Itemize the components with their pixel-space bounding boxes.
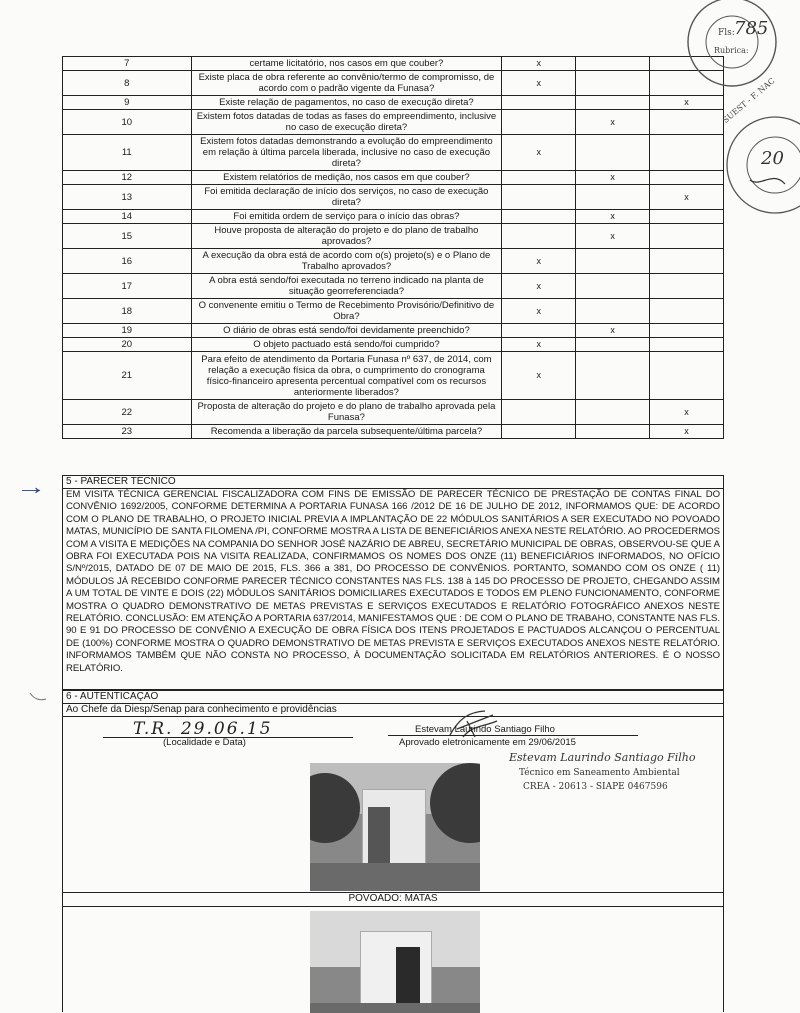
mark-na — [650, 210, 724, 224]
photo-module-1 — [310, 763, 480, 891]
place-date-label: (Localidade e Data) — [163, 737, 246, 748]
checklist-row — [63, 171, 724, 185]
mark-sim: x — [502, 71, 576, 96]
signature-line — [388, 735, 638, 736]
mark-na — [650, 135, 724, 171]
item-number: 7 — [63, 57, 192, 71]
checklist-row — [63, 324, 724, 338]
item-question: Proposta de alteração do projeto e do plano de trabalho aprovada pela Funasa? — [191, 400, 502, 425]
item-question: Existem fotos datadas de todas as fases do empreendimento, inclusive no caso de execução direta? — [191, 110, 502, 135]
mark-sim — [502, 96, 576, 110]
checklist-table — [62, 56, 724, 439]
mark-nao — [576, 71, 650, 96]
mark-sim: x — [502, 338, 576, 352]
mark-sim — [502, 185, 576, 210]
checklist-row — [63, 71, 724, 96]
approved-date: Aprovado eletronicamente em 29/06/2015 — [399, 737, 576, 748]
mark-nao — [576, 96, 650, 110]
parecer-heading: 5 - PARECER TÉCNICO — [63, 476, 723, 489]
mark-na — [650, 224, 724, 249]
item-question: Existe placa de obra referente ao convênio/termo de compromisso, de acordo com o padrão vigente da Funasa? — [191, 71, 502, 96]
margin-scribble — [28, 690, 48, 708]
item-number: 10 — [63, 110, 192, 135]
item-question: A obra está sendo/foi executada no terreno indicado na planta de situação georreferenciada? — [191, 274, 502, 299]
checklist-row — [63, 249, 724, 274]
photo-module-2 — [310, 911, 480, 1013]
photo-caption: POVOADO: MATAS — [348, 893, 438, 904]
mark-nao — [576, 57, 650, 71]
item-number: 18 — [63, 299, 192, 324]
mark-na — [650, 110, 724, 135]
autenticacao-section — [62, 690, 724, 1012]
item-number: 12 — [63, 171, 192, 185]
stamp-name: Estevam Laurindo Santiago Filho — [509, 751, 696, 764]
checklist-row — [63, 400, 724, 425]
mark-na — [650, 352, 724, 400]
item-number: 8 — [63, 71, 192, 96]
item-question: certame licitatório, nos casos em que couber? — [191, 57, 502, 71]
item-question: O objeto pactuado está sendo/foi cumprido? — [191, 338, 502, 352]
item-question: O diário de obras está sendo/foi devidamente preenchido? — [191, 324, 502, 338]
stamp-crea: CREA - 20613 - SIAPE 0467596 — [523, 782, 668, 792]
checklist-row — [63, 274, 724, 299]
item-number: 14 — [63, 210, 192, 224]
item-number: 16 — [63, 249, 192, 274]
item-number: 13 — [63, 185, 192, 210]
checklist-row — [63, 338, 724, 352]
mark-na — [650, 274, 724, 299]
mark-sim — [502, 210, 576, 224]
mark-nao — [576, 299, 650, 324]
mark-na — [650, 324, 724, 338]
stamp-folio-top: 785 — [734, 18, 769, 39]
item-number: 22 — [63, 400, 192, 425]
checklist-row — [63, 352, 724, 400]
checklist-row — [63, 57, 724, 71]
mark-na — [650, 299, 724, 324]
autenticacao-recipient: Ao Chefe da Diesp/Senap para conhecimento e providências — [63, 704, 723, 717]
item-question: A execução da obra está de acordo com o(s) projeto(s) e o Plano de Trabalho aprovados? — [191, 249, 502, 274]
item-number: 11 — [63, 135, 192, 171]
mark-nao — [576, 425, 650, 439]
signer-name: Estevam Laurindo Santiago Filho — [415, 724, 555, 735]
mark-sim: x — [502, 249, 576, 274]
mark-nao: x — [576, 171, 650, 185]
mark-sim — [502, 224, 576, 249]
checklist-row — [63, 425, 724, 439]
professional-stamp — [509, 751, 729, 792]
checklist-row — [63, 185, 724, 210]
mark-nao: x — [576, 210, 650, 224]
item-question: Para efeito de atendimento da Portaria Funasa nº 637, de 2014, com relação a execução física da obra, o cumprimento do cronograma físico-financeiro apresenta percentual compatível com os recursos anteriormente liberados? — [191, 352, 502, 400]
mark-sim — [502, 110, 576, 135]
item-number: 23 — [63, 425, 192, 439]
checklist-row — [63, 299, 724, 324]
mark-sim: x — [502, 135, 576, 171]
stamp-role: Técnico em Saneamento Ambiental — [519, 768, 680, 778]
checklist-row — [63, 210, 724, 224]
mark-na — [650, 249, 724, 274]
mark-na — [650, 338, 724, 352]
mark-nao — [576, 135, 650, 171]
parecer-text: EM VISITA TÉCNICA GERENCIAL FISCALIZADORA COM FINS DE EMISSÃO DE PARECER TÉCNICO DE PRESTAÇÃO DE CONTAS FINAL DO CONVÊNIO 1692/2005, CONFORME DETERMINA A PORTARIA FUNASA 166 /2012 DE 16 DE JULHO DE 2012, INFORMAMOS QUE: DE ACORDO COM O PLANO DE TRABALHO, O PROJETO INICIAL PREVIA A IMPLANTAÇÃO DE 22 MÓDULOS SANITÁRIOS A SER EXECUTADO NO POVOADO MATAS, MUNICÍPIO DE SANTA FILOMENA /PI, CONFORME MOSTRA A LISTA DE BENEFICIÁRIOS ANEXA NESTE RELATÓRIO. AO PROCEDERMOS COM A VISITA E MEDIÇÕES NA COMPANIA DO SENHOR JOSÉ NAZÁRIO DE ABREU, SECRETÁRIO MUNICIPAL DE OBRAS, OBSERVOU-SE QUE A OBRA FOI EXECUTADA POIS NA VISITA REALIZADA, CONFIRMAMOS OS NOMES DOS ONZE (11) BENEFICIÁRIOS INFORMADOS, NO OFÍCIO S/Nº/2015, DATADO DE 07 DE MAIO DE 2015, FLS. 366 a 381, DO PROCESSO DE CONVÊNIOS. PORTANTO, SOMANDO COM OS ONZE ( 11) MÓDULOS JÁ RECEBIDO CONFORME PARECER TÉCNICO CONSTANTES NAS FLS. 138 à 145 DO PROCESSO DE PROJETO, CHEGANDO ASSIM A UM TOTAL DE VINTE E DOIS (22) MÓDULOS SANITÁRIOS DOMICILIARES EXECUTADOS E TODOS EM PLENO FUNCIONAMENTO, CONFORME MOSTRA O QUADRO DEMONSTRATIVO DE METAS PREVISTAS E SERVIÇOS EXECUTADOS E RELATÓRIO FOTOGRÁFICO ANEXOS NESTE RELATÓRIO. CONCLUSÃO: EM ATENÇÃO A PORTARIA 637/2014, MANIFESTAMOS QUE : DE COM O PLANO DE TRABAHO, CONSTANTE NAS FLS. 90 E 91 DO PROCESSO DE CONVÊNIO A EXECUÇÃO DE OBRA FÍSICA DOS ITENS PROJETADOS E PACTUADOS ALCANÇOU O PERCENTUAL DE (100%) CONFORME MOSTRA O QUADRO DEMONSTRATIVO DE METAS PREVISTA E SERVIÇOS EXECUTADOS ANEXOS NESTE RELATÓRIO. INFORMAMOS TAMBÉM QUE NÃO CONSTA NO PROCESSO, À DOCUMENTAÇÃO SOLICITADA EM RELATÓRIOS ANTERIORES. É O NOSSO RELATÓRIO. — [66, 489, 720, 674]
item-question: Existem fotos datadas demonstrando a evolução do empreendimento em relação à última parcela liberada, inclusive no caso de execução direta? — [191, 135, 502, 171]
mark-na: x — [650, 400, 724, 425]
mark-nao: x — [576, 324, 650, 338]
item-question: Foi emitida ordem de serviço para o início das obras? — [191, 210, 502, 224]
mark-sim: x — [502, 352, 576, 400]
mark-sim: x — [502, 57, 576, 71]
checklist-row — [63, 135, 724, 171]
mark-na: x — [650, 96, 724, 110]
mark-na: x — [650, 425, 724, 439]
mark-na — [650, 171, 724, 185]
item-number: 20 — [63, 338, 192, 352]
stamp-rubrica-label: Rubrica: — [714, 46, 749, 55]
mark-nao: x — [576, 224, 650, 249]
checklist-row — [63, 224, 724, 249]
autenticacao-heading: 6 - AUTENTICAÇÃO — [63, 691, 723, 704]
item-number: 9 — [63, 96, 192, 110]
stamp-fls-label: Fls: — [718, 28, 735, 38]
parecer-section — [62, 475, 724, 690]
item-number: 17 — [63, 274, 192, 299]
item-question: Existem relatórios de medição, nos casos em que couber? — [191, 171, 502, 185]
item-number: 21 — [63, 352, 192, 400]
item-number: 15 — [63, 224, 192, 249]
item-question: Foi emitida declaração de início dos serviços, no caso de execução direta? — [191, 185, 502, 210]
mark-na: x — [650, 185, 724, 210]
place-date-handwritten: T.R. 29.06.15 — [133, 719, 273, 739]
margin-arrow-mark: → — [15, 474, 47, 499]
stamp-folio-mid: 20 — [761, 148, 784, 169]
mark-sim — [502, 324, 576, 338]
funasa-circular-stamp-mid — [715, 76, 800, 220]
mark-sim — [502, 171, 576, 185]
checklist-row — [63, 96, 724, 110]
item-question: Recomenda a liberação da parcela subsequente/última parcela? — [191, 425, 502, 439]
mark-nao — [576, 338, 650, 352]
mark-nao — [576, 352, 650, 400]
item-number: 19 — [63, 324, 192, 338]
mark-nao — [576, 185, 650, 210]
mark-nao: x — [576, 110, 650, 135]
mark-sim — [502, 400, 576, 425]
stamp-mid-text: SUEST - F. NAC — [721, 76, 777, 125]
item-question: O convenente emitiu o Termo de Recebimento Provisório/Definitivo de Obra? — [191, 299, 502, 324]
checklist-row — [63, 110, 724, 135]
mark-sim: x — [502, 274, 576, 299]
mark-sim: x — [502, 299, 576, 324]
mark-sim — [502, 425, 576, 439]
item-question: Houve proposta de alteração do projeto e do plano de trabalho aprovados? — [191, 224, 502, 249]
item-question: Existe relação de pagamentos, no caso de execução direta? — [191, 96, 502, 110]
mark-nao — [576, 274, 650, 299]
photo-divider-2 — [63, 906, 723, 907]
mark-nao — [576, 400, 650, 425]
mark-nao — [576, 249, 650, 274]
